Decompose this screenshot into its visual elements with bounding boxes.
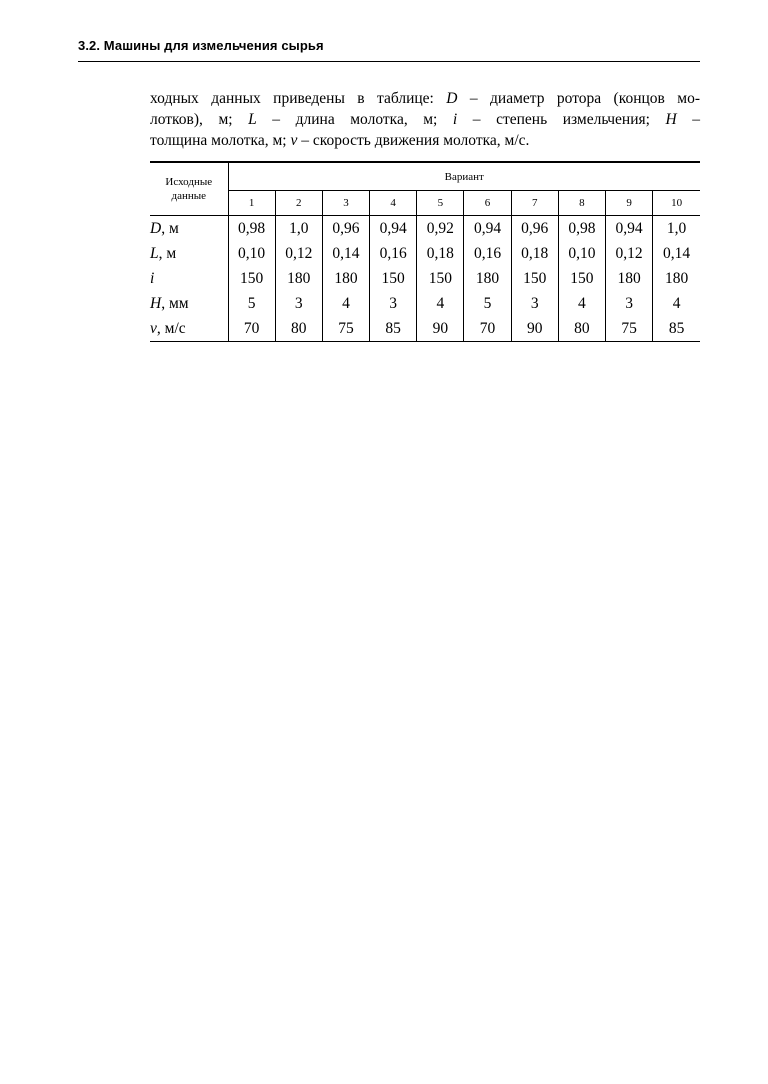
table-cell: 0,14 [663, 244, 691, 262]
table-cell: 3 [275, 291, 322, 316]
table-cell: 1,0 [275, 216, 322, 242]
table-row [150, 216, 700, 242]
header-rule [78, 61, 700, 62]
text-run: ходных данных приведены в таблице: [150, 90, 447, 107]
table-cell: 180 [275, 266, 322, 291]
table-cell: 80 [558, 316, 605, 342]
table-cell: 0,12 [275, 241, 322, 266]
table-cell: 0,98 [558, 216, 605, 242]
table-cell: 75 [322, 316, 369, 342]
table-cell: 85 [370, 316, 417, 342]
table-cell: 180 [464, 266, 511, 291]
variant-number-9: 9 [606, 191, 653, 216]
table-cell: 5 [228, 291, 275, 316]
table-cell: 0,16 [464, 241, 511, 266]
param-name [150, 316, 228, 342]
table-cell: 3 [606, 291, 653, 316]
table-cell: 0,94 [606, 216, 653, 242]
variant-number-8: 8 [558, 191, 605, 216]
param-name [150, 291, 228, 316]
param-symbol: D [150, 219, 162, 237]
param-column-header: Исходные данные [150, 162, 228, 216]
text-run: – длина молотка, м; [256, 111, 453, 128]
variant-number-4: 4 [370, 191, 417, 216]
param-name [150, 241, 228, 266]
param-name [150, 216, 228, 242]
table-cell: 0,16 [370, 241, 417, 266]
table-cell: 150 [417, 266, 464, 291]
table-cell: 0,12 [606, 241, 653, 266]
text-run: – скорость движения молотка, м/с. [297, 132, 530, 149]
table-cell: 180 [322, 266, 369, 291]
paragraph-line-3 [150, 130, 700, 151]
param-symbol: v [150, 319, 157, 337]
table-cell: 4 [417, 291, 464, 316]
source-data-table [150, 161, 700, 342]
table-cell: 4 [672, 294, 681, 312]
italic-symbol: D [446, 90, 458, 107]
table-cell: 1,0 [666, 219, 687, 237]
table-cell: 0,96 [511, 216, 558, 242]
table-row [150, 241, 700, 266]
table-cell: 180 [664, 269, 689, 287]
variant-header: Вариант [228, 162, 700, 191]
text-run: толщина молотка, м; [150, 132, 291, 149]
table-cell: 70 [464, 316, 511, 342]
table-cell: 150 [558, 266, 605, 291]
italic-symbol: H [665, 111, 677, 128]
text-run: – степень измельчения; [457, 111, 666, 128]
table-row [150, 291, 700, 316]
param-symbol: i [150, 269, 155, 287]
param-name [150, 266, 228, 291]
param-unit: , мм [161, 294, 189, 312]
table-cell: 0,92 [417, 216, 464, 242]
italic-symbol: v [290, 132, 298, 149]
table-cell: 3 [370, 291, 417, 316]
variant-number-7: 7 [511, 191, 558, 216]
table-cell: 3 [511, 291, 558, 316]
running-head: 3.2. Машины для измельчения сырья [78, 38, 324, 53]
table-cell: 0,94 [370, 216, 417, 242]
table-cell: 70 [228, 316, 275, 342]
variant-number-10: 10 [653, 191, 700, 216]
paragraph-line-2 [150, 109, 700, 130]
table-cell: 85 [653, 316, 700, 342]
table-cell: 0,10 [558, 241, 605, 266]
table-row [150, 316, 700, 342]
variant-number-1: 1 [228, 191, 275, 216]
table-cell: 5 [464, 291, 511, 316]
table-cell: 80 [275, 316, 322, 342]
intro-paragraph [150, 88, 700, 151]
variant-number-6: 6 [464, 191, 511, 216]
table-cell: 150 [370, 266, 417, 291]
table-cell: 180 [606, 266, 653, 291]
table-cell: 4 [558, 291, 605, 316]
variant-number-2: 2 [275, 191, 322, 216]
table-cell: 90 [511, 316, 558, 342]
table-cell: 0,98 [228, 216, 275, 242]
text-run: – [676, 111, 700, 128]
table-cell: 4 [322, 291, 369, 316]
param-unit: , м [161, 219, 179, 237]
table-cell: 90 [417, 316, 464, 342]
variant-numbers-row [150, 191, 700, 216]
table-cell: 0,10 [228, 241, 275, 266]
text-run: лотков), м; [150, 111, 249, 128]
table-cell: 0,96 [322, 216, 369, 242]
table-cell: 75 [606, 316, 653, 342]
param-unit: , м/с [156, 319, 186, 337]
table-body [150, 216, 700, 342]
param-unit: , м [158, 244, 177, 262]
variant-number-3: 3 [322, 191, 369, 216]
param-symbol: L [150, 244, 159, 262]
table-cell: 0,94 [464, 216, 511, 242]
italic-symbol: L [248, 111, 257, 128]
table-row [150, 266, 700, 291]
italic-symbol: i [452, 111, 458, 128]
table-cell: 150 [511, 266, 558, 291]
param-symbol: H [150, 294, 162, 312]
text-run: – диаметр ротора (концов мо- [457, 90, 700, 107]
table-cell: 150 [228, 266, 275, 291]
table-cell: 0,18 [511, 241, 558, 266]
table-cell: 0,14 [322, 241, 369, 266]
table-cell: 0,18 [417, 241, 464, 266]
paragraph-line-1 [150, 88, 700, 109]
variant-number-5: 5 [417, 191, 464, 216]
